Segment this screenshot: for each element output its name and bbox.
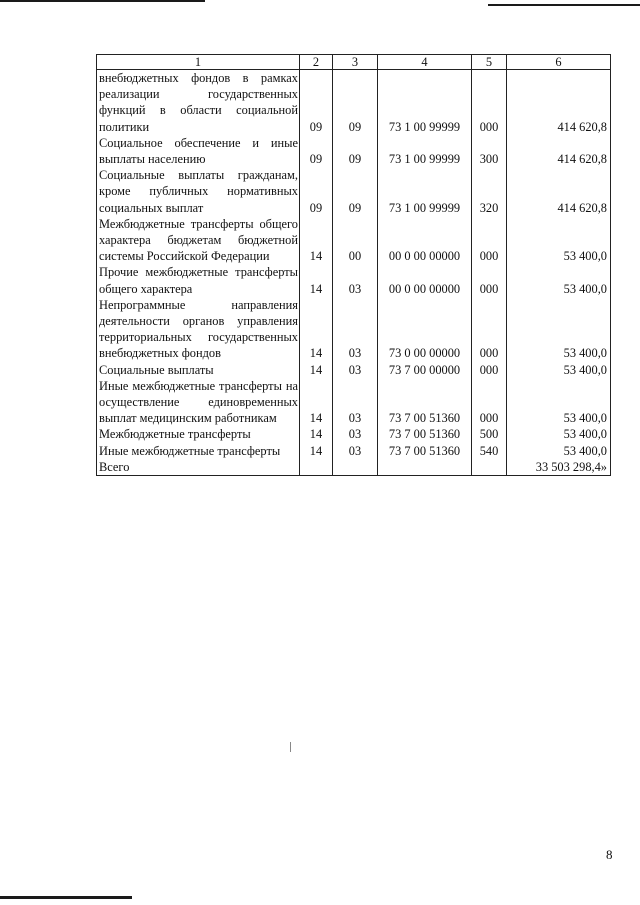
amount-cell: 414 620,8 [507, 70, 611, 135]
table-header-row [97, 55, 611, 70]
table-row [97, 135, 611, 167]
target-article-cell: 73 1 00 99999 [378, 167, 472, 216]
expense-type-cell: 000 [472, 264, 507, 296]
column-header: 4 [378, 55, 472, 70]
table-row [97, 167, 611, 216]
row-name-cell: Социальные выплаты [97, 362, 300, 378]
section-code-cell [300, 459, 333, 476]
row-name-cell: Иные межбюджетные трансферты на осуществление единовременных выплат медицинским работникам [97, 378, 300, 427]
section-code-cell: 14 [300, 378, 333, 427]
column-header: 3 [333, 55, 378, 70]
table-row [97, 378, 611, 427]
section-code-cell: 14 [300, 264, 333, 296]
expense-type-cell: 300 [472, 135, 507, 167]
amount-cell: 53 400,0 [507, 378, 611, 427]
section-code-cell: 09 [300, 135, 333, 167]
expense-type-cell: 320 [472, 167, 507, 216]
subsection-code-cell: 03 [333, 362, 378, 378]
amount-cell: 53 400,0 [507, 297, 611, 362]
section-code-cell: 14 [300, 297, 333, 362]
row-name-cell: Социальное обеспечение и иные выплаты населению [97, 135, 300, 167]
section-code-cell: 14 [300, 216, 333, 265]
expense-type-cell: 000 [472, 362, 507, 378]
column-header: 5 [472, 55, 507, 70]
column-header: 2 [300, 55, 333, 70]
table-row [97, 297, 611, 362]
column-header: 1 [97, 55, 300, 70]
table-row [97, 70, 611, 135]
row-name-cell: Непрограммные направления деятельности органов управления территориальных государственных внебюджетных фондов [97, 297, 300, 362]
section-code-cell: 14 [300, 362, 333, 378]
scan-edge-line [0, 896, 132, 899]
expense-type-cell: 000 [472, 297, 507, 362]
subsection-code-cell: 03 [333, 264, 378, 296]
target-article-cell: 73 1 00 99999 [378, 135, 472, 167]
table-row [97, 264, 611, 296]
row-name-cell: внебюджетных фондов в рамках реализации государственных функций в области социальной политики [97, 70, 300, 135]
target-article-cell: 00 0 00 00000 [378, 264, 472, 296]
amount-cell: 53 400,0 [507, 426, 611, 442]
table-row [97, 443, 611, 459]
subsection-code-cell: 09 [333, 167, 378, 216]
expense-type-cell: 000 [472, 216, 507, 265]
page-number: 8 [606, 847, 613, 862]
subsection-code-cell: 09 [333, 70, 378, 135]
row-name-cell: Иные межбюджетные трансферты [97, 443, 300, 459]
row-name-cell: Социальные выплаты гражданам, кроме публичных нормативных социальных выплат [97, 167, 300, 216]
expense-type-cell: 500 [472, 426, 507, 442]
subsection-code-cell: 03 [333, 378, 378, 427]
expense-type-cell: 000 [472, 70, 507, 135]
section-code-cell: 09 [300, 70, 333, 135]
target-article-cell: 73 7 00 51360 [378, 378, 472, 427]
target-article-cell: 73 1 00 99999 [378, 70, 472, 135]
target-article-cell: 00 0 00 00000 [378, 216, 472, 265]
scan-edge-line [488, 4, 640, 6]
table-row [97, 459, 611, 476]
target-article-cell: 73 7 00 51360 [378, 443, 472, 459]
amount-cell: 33 503 298,4» [507, 459, 611, 476]
table-row [97, 216, 611, 265]
amount-cell: 53 400,0 [507, 264, 611, 296]
expense-type-cell: 000 [472, 378, 507, 427]
amount-cell: 53 400,0 [507, 216, 611, 265]
scan-speck [290, 742, 291, 752]
row-name-cell: Всего [97, 459, 300, 476]
target-article-cell: 73 7 00 00000 [378, 362, 472, 378]
amount-cell: 53 400,0 [507, 443, 611, 459]
row-name-cell: Прочие межбюджетные трансферты общего характера [97, 264, 300, 296]
subsection-code-cell: 03 [333, 443, 378, 459]
table-row [97, 362, 611, 378]
row-name-cell: Межбюджетные трансферты [97, 426, 300, 442]
row-name-cell: Межбюджетные трансферты общего характера бюджетам бюджетной системы Российской Федерации [97, 216, 300, 265]
section-code-cell: 14 [300, 426, 333, 442]
target-article-cell [378, 459, 472, 476]
subsection-code-cell: 03 [333, 297, 378, 362]
budget-table [96, 54, 611, 476]
section-code-cell: 14 [300, 443, 333, 459]
section-code-cell: 09 [300, 167, 333, 216]
amount-cell: 53 400,0 [507, 362, 611, 378]
expense-type-cell [472, 459, 507, 476]
scan-edge-line [0, 0, 205, 2]
amount-cell: 414 620,8 [507, 135, 611, 167]
subsection-code-cell: 09 [333, 135, 378, 167]
amount-cell: 414 620,8 [507, 167, 611, 216]
target-article-cell: 73 0 00 00000 [378, 297, 472, 362]
target-article-cell: 73 7 00 51360 [378, 426, 472, 442]
expense-type-cell: 540 [472, 443, 507, 459]
column-header: 6 [507, 55, 611, 70]
subsection-code-cell [333, 459, 378, 476]
subsection-code-cell: 00 [333, 216, 378, 265]
table-row [97, 426, 611, 442]
subsection-code-cell: 03 [333, 426, 378, 442]
